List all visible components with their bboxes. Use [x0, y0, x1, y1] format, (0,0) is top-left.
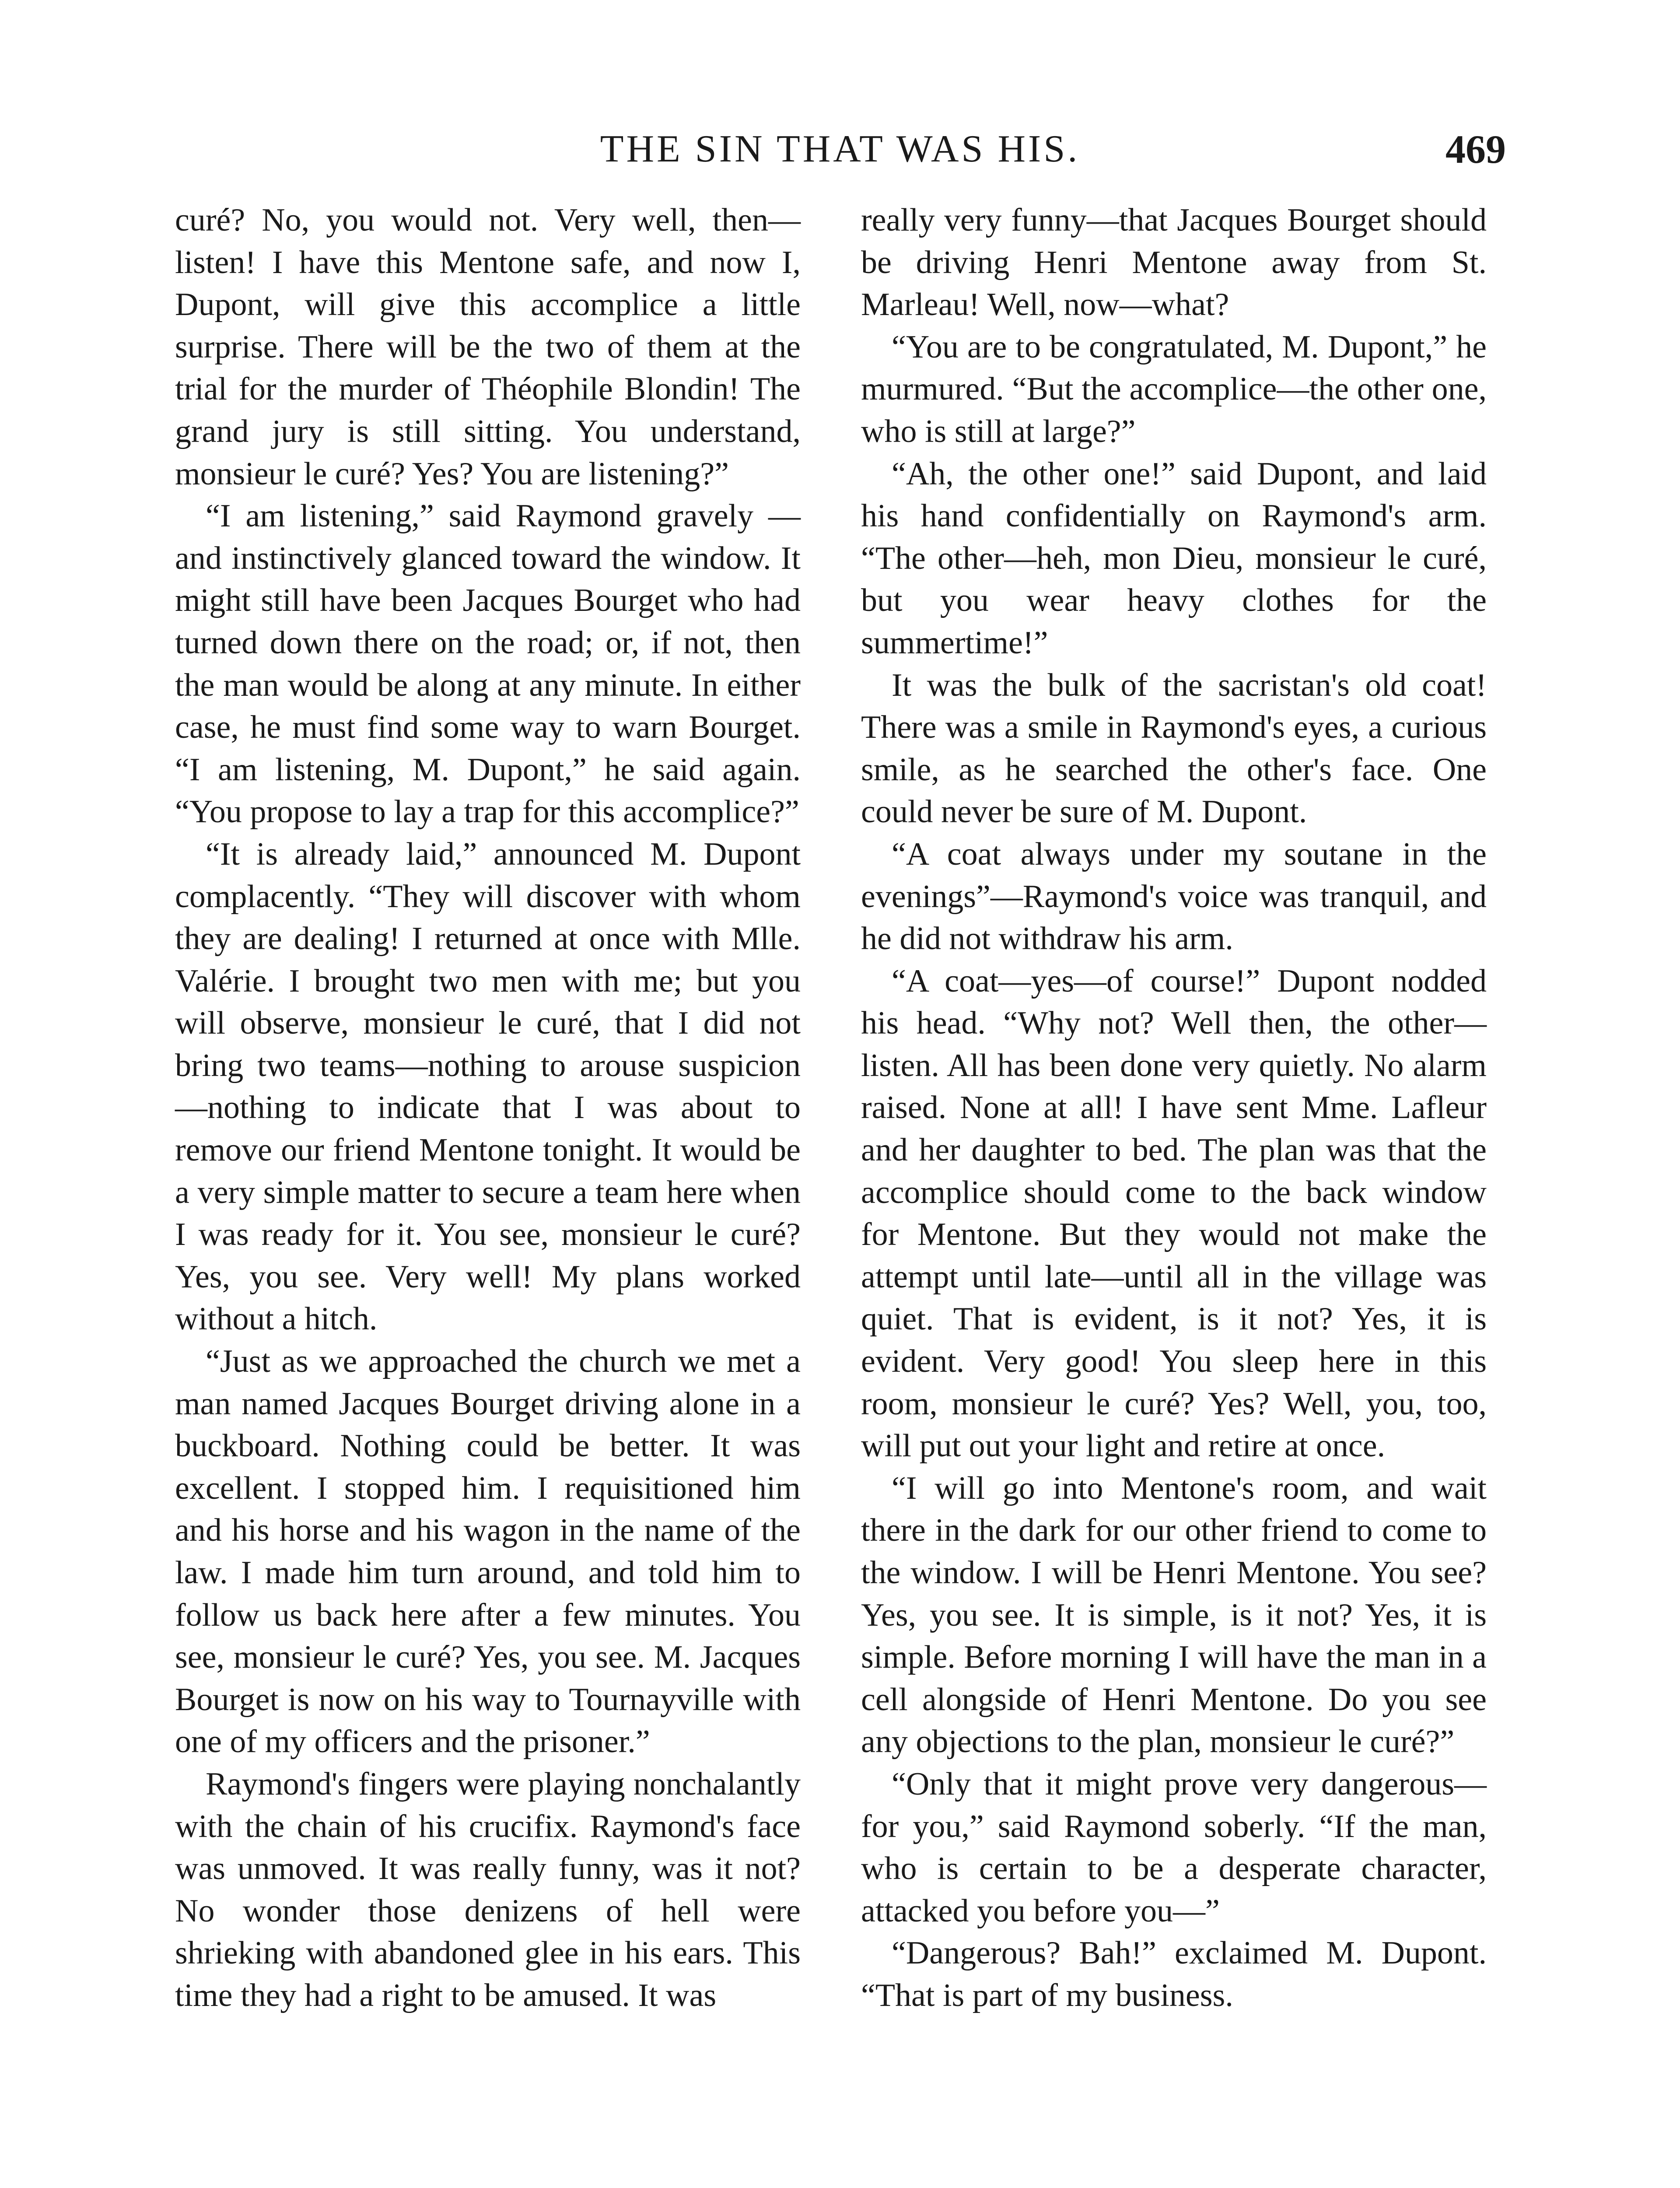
running-header [0, 127, 1680, 179]
paragraph: “I am listening,” said Raymond gravely — and instinctively glanced toward the window. It might still have been Jacques Bourget who had turned down there on the road; or, if not, then the man would be along at any minute. In either case, he must find some way to warn Bourget. “I am listening, M. Dupont,” he said again. “You propose to lay a trap for this accomplice?” [175, 498, 801, 830]
paragraph: Raymond's fingers were playing nonchalantly with the chain of his crucifix. Raymond's face was unmoved. It was really funny, was it not? No wonder those denizens of hell were shrieking with abandoned glee in his ears. This time they had a right to be amused. It was [175, 1766, 801, 2013]
paragraph: curé? No, you would not. Very well, then—listen! I have this Mentone safe, and now I, Dupont, will give this accomplice a little surprise. There will be the two of them at the trial for the murder of Théophile Blondin! The grand jury is still sitting. You understand, monsieur le curé? Yes? You are listening?” [175, 202, 801, 492]
paragraph: “A coat always under my soutane in the evenings”—Raymond's voice was tranquil, and he did not withdraw his arm. [861, 836, 1487, 957]
running-title: THE SIN THAT WAS HIS. [600, 128, 1080, 170]
paragraph: “Only that it might prove very dangerous—for you,” said Raymond soberly. “If the man, who is certain to be a desperate character, attacked you before you—” [861, 1766, 1487, 1929]
paragraph: “You are to be congratulated, M. Dupont,” he murmured. “But the accomplice—the other one, who is still at large?” [861, 329, 1487, 449]
paragraph: “A coat—yes—of course!” Dupont nodded his head. “Why not? Well then, the other—listen. All has been done very quietly. No alarm raised. None at all! I have sent Mme. Lafleur and her daughter to bed. The plan was that the accomplice should come to the back window for Mentone. But they would not make the attempt until late—until all in the village was quiet. That is evident, is it not? Yes, it is evident. Very good! You sleep here in this room, monsieur le curé? Yes? Well, you, too, will put out your light and retire at once. [861, 963, 1487, 1464]
paragraph: “Just as we approached the church we met a man named Jacques Bourget driving alone in a buckboard. Nothing could be better. It was excellent. I stopped him. I requisitioned him and his horse and his wagon in the name of the law. I made him turn around, and told him to follow us back here after a few minutes. You see, monsieur le curé? Yes, you see. M. Jacques Bourget is now on his way to Tournayville with one of my officers and the prisoner.” [175, 1343, 801, 1760]
paragraph: “I will go into Mentone's room, and wait there in the dark for our other friend to come to the window. I will be Henri Mentone. You see? Yes, you see. It is simple, is it not? Yes, it is simple. Before morning I will have the man in a cell alongside of Henri Mentone. Do you see any objections to the plan, monsieur le curé?” [861, 1470, 1487, 1760]
paragraph: “Ah, the other one!” said Dupont, and laid his hand confidentially on Raymond's arm. “The other—heh, mon Dieu, monsieur le curé, but you wear heavy clothes for the summertime!” [861, 456, 1487, 661]
paragraph: really very funny—that Jacques Bourget should be driving Henri Mentone away from St. Marleau! Well, now—what? [861, 202, 1487, 323]
left-column [175, 199, 801, 2017]
paragraph: “It is already laid,” announced M. Dupont complacently. “They will discover with whom they are dealing! I returned at once with Mlle. Valérie. I brought two men with me; but you will observe, monsieur le curé, that I did not bring two teams—nothing to arouse suspicion—nothing to indicate that I was about to remove our friend Mentone tonight. It would be a very simple matter to secure a team here when I was ready for it. You see, monsieur le curé? Yes, you see. Very well! My plans worked without a hitch. [175, 836, 801, 1337]
right-column [861, 199, 1487, 2017]
paragraph: “Dangerous? Bah!” exclaimed M. Dupont. “That is part of my business. [861, 1935, 1487, 2013]
paragraph: It was the bulk of the sacristan's old coat! There was a smile in Raymond's eyes, a curious smile, as he searched the other's face. One could never be sure of M. Dupont. [861, 667, 1487, 830]
page-number: 469 [1446, 127, 1506, 172]
